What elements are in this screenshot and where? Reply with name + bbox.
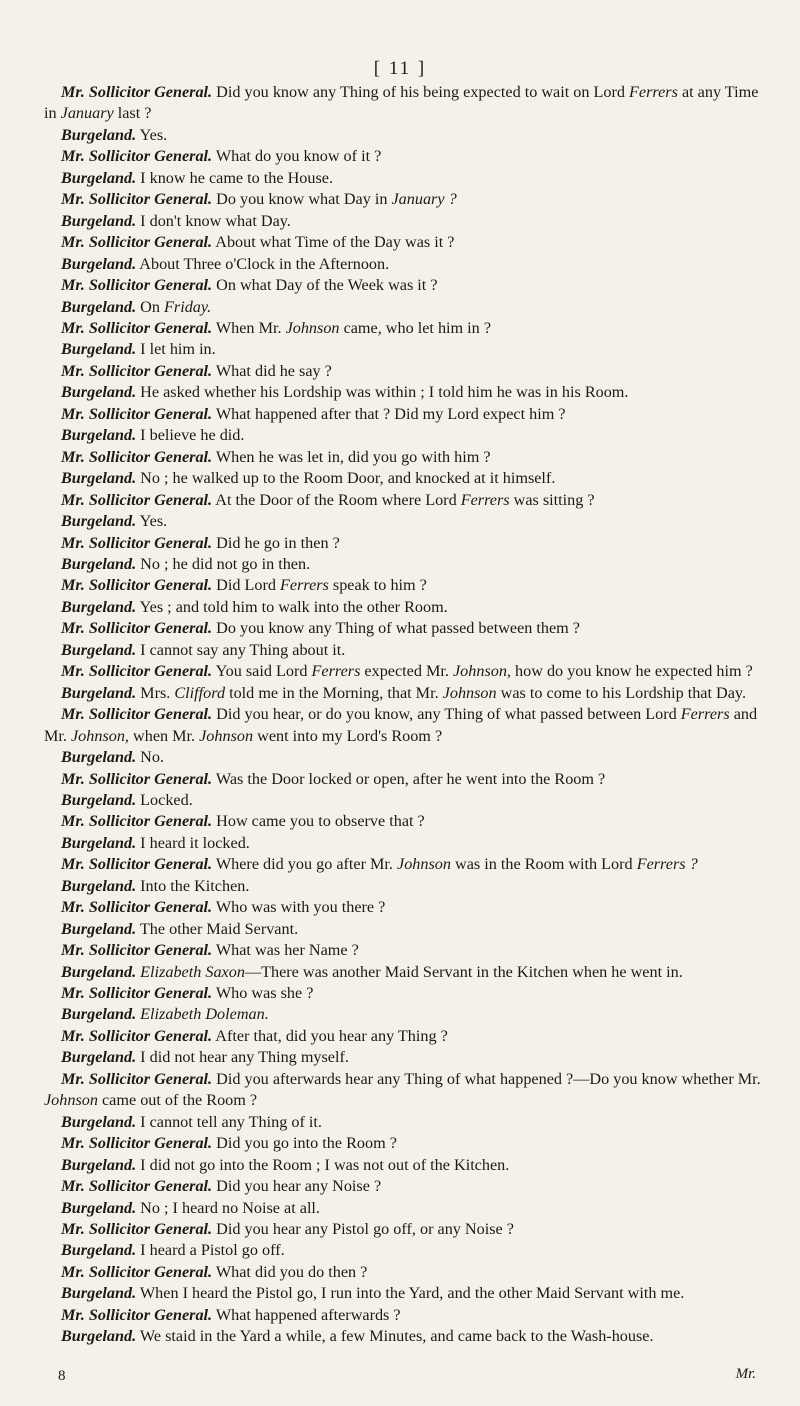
- line-text: When I heard the Pistol go, I run into the Yard, and the other Maid Servant with me.: [139, 1284, 685, 1303]
- testimony-dialogue: [44, 82, 764, 1348]
- line-text: when Mr.: [128, 726, 200, 745]
- speaker-sollicitor-general: Mr. Sollicitor General.: [61, 1026, 213, 1045]
- line-text: told me in the Morning, that Mr.: [225, 683, 443, 702]
- speaker-burgeland: Burgeland.: [61, 383, 137, 402]
- speaker-sollicitor-general: Mr. Sollicitor General.: [61, 1262, 213, 1281]
- dialogue-line: [44, 254, 764, 275]
- dialogue-line: [44, 297, 764, 318]
- speaker-sollicitor-general: Mr. Sollicitor General.: [61, 147, 213, 166]
- dialogue-line: [44, 833, 764, 854]
- line-text: Did he go in then ?: [216, 533, 340, 552]
- line-text: last ?: [113, 104, 152, 123]
- speaker-sollicitor-general: Mr. Sollicitor General.: [61, 404, 213, 423]
- speaker-sollicitor-general: Mr. Sollicitor General.: [61, 233, 213, 252]
- speaker-burgeland: Burgeland.: [61, 1155, 137, 1174]
- italic-name: Johnson: [397, 855, 451, 874]
- line-text: What did you do then ?: [215, 1262, 368, 1281]
- speaker-burgeland: Burgeland.: [61, 876, 137, 895]
- dialogue-line: [44, 189, 764, 210]
- line-text: No.: [140, 748, 165, 767]
- dialogue-line: [44, 511, 764, 532]
- dialogue-line: [44, 1198, 764, 1219]
- speaker-burgeland: Burgeland.: [61, 168, 137, 187]
- speaker-burgeland: Burgeland.: [61, 640, 137, 659]
- dialogue-line: [44, 339, 764, 360]
- line-text: expected Mr.: [360, 662, 453, 681]
- line-text: What happened afterwards ?: [215, 1305, 401, 1324]
- dialogue-line: [44, 704, 764, 747]
- speaker-sollicitor-general: Mr. Sollicitor General.: [61, 984, 213, 1003]
- line-text: I cannot say any Thing about it.: [140, 640, 346, 659]
- line-text: Did you afterwards hear any Thing of what happened ?—Do you know whether Mr.: [216, 1069, 761, 1088]
- line-text: I did not go into the Room ; I was not out of the Kitchen.: [140, 1155, 510, 1174]
- dialogue-line: [44, 490, 764, 511]
- speaker-sollicitor-general: Mr. Sollicitor General.: [61, 769, 213, 788]
- dialogue-line: [44, 661, 764, 682]
- line-text: No ; he walked up to the Room Door, and knocked at it himself.: [140, 469, 556, 488]
- italic-name: Ferrers: [680, 705, 730, 724]
- dialogue-line: [44, 1219, 764, 1240]
- dialogue-line: [44, 983, 764, 1004]
- speaker-sollicitor-general: Mr. Sollicitor General.: [61, 1069, 213, 1088]
- line-text: On what Day of the Week was it ?: [216, 276, 438, 295]
- speaker-sollicitor-general: Mr. Sollicitor General.: [61, 361, 213, 380]
- line-text: At the Door of the Room where Lord: [215, 490, 461, 509]
- speaker-burgeland: Burgeland.: [61, 1327, 137, 1346]
- line-text: Did you hear any Noise ?: [216, 1177, 382, 1196]
- italic-name: Johnson: [44, 1091, 98, 1110]
- dialogue-line: [44, 1133, 764, 1154]
- dialogue-line: [44, 640, 764, 661]
- dialogue-line: [44, 790, 764, 811]
- line-text: Was the Door locked or open, after he went into the Room ?: [215, 769, 606, 788]
- dialogue-line: [44, 447, 764, 468]
- speaker-sollicitor-general: Mr. Sollicitor General.: [61, 190, 213, 209]
- italic-name: Elizabeth Doleman.: [140, 1005, 269, 1024]
- speaker-burgeland: Burgeland.: [61, 426, 137, 445]
- dialogue-line: [44, 897, 764, 918]
- dialogue-line: [44, 125, 764, 146]
- speaker-sollicitor-general: Mr. Sollicitor General.: [61, 619, 213, 638]
- speaker-burgeland: Burgeland.: [61, 833, 137, 852]
- line-text: Do you know what Day in: [216, 190, 392, 209]
- dialogue-line: [44, 1326, 764, 1347]
- italic-name: Ferrers: [460, 490, 510, 509]
- italic-name: Johnson,: [452, 662, 511, 681]
- dialogue-line: [44, 575, 764, 596]
- speaker-burgeland: Burgeland.: [61, 790, 137, 809]
- line-text: You said Lord: [215, 662, 312, 681]
- dialogue-line: [44, 404, 764, 425]
- signature-mark: 8: [58, 1368, 66, 1384]
- line-text: After that, did you hear any Thing ?: [215, 1026, 448, 1045]
- line-text: Did you hear any Pistol go off, or any Noise ?: [216, 1220, 514, 1239]
- speaker-sollicitor-general: Mr. Sollicitor General.: [61, 1305, 213, 1324]
- italic-name: Elizabeth Saxon: [140, 962, 245, 981]
- line-text: The other Maid Servant.: [139, 919, 299, 938]
- dialogue-line: [44, 854, 764, 875]
- italic-name: Johnson: [285, 318, 340, 337]
- line-text: What do you know of it ?: [215, 147, 382, 166]
- italic-name: Ferrers: [280, 576, 329, 595]
- speaker-sollicitor-general: Mr. Sollicitor General.: [61, 1177, 213, 1196]
- line-text: was in the Room with Lord: [450, 855, 637, 874]
- dialogue-line: [44, 597, 764, 618]
- line-text: What was her Name ?: [215, 941, 359, 960]
- speaker-sollicitor-general: Mr. Sollicitor General.: [61, 276, 213, 295]
- dialogue-line: [44, 683, 764, 704]
- dialogue-line: [44, 232, 764, 253]
- speaker-burgeland: Burgeland.: [61, 962, 137, 981]
- speaker-sollicitor-general: Mr. Sollicitor General.: [61, 318, 213, 337]
- speaker-sollicitor-general: Mr. Sollicitor General.: [61, 576, 213, 595]
- dialogue-line: [44, 1240, 764, 1261]
- speaker-sollicitor-general: Mr. Sollicitor General.: [61, 855, 213, 874]
- line-text: at any Time in: [44, 83, 759, 123]
- line-text: Did you hear, or do you know, any Thing of what passed between Lord: [216, 705, 681, 724]
- line-text: Did you go into the Room ?: [216, 1134, 397, 1153]
- line-text: came, who let him in ?: [339, 318, 492, 337]
- speaker-sollicitor-general: Mr. Sollicitor General.: [61, 533, 213, 552]
- speaker-burgeland: Burgeland.: [61, 554, 137, 573]
- speaker-sollicitor-general: Mr. Sollicitor General.: [61, 83, 213, 101]
- line-text: Yes.: [139, 125, 168, 144]
- speaker-sollicitor-general: Mr. Sollicitor General.: [61, 898, 213, 917]
- line-text: I heard it locked.: [140, 833, 250, 852]
- speaker-sollicitor-general: Mr. Sollicitor General.: [61, 447, 213, 466]
- speaker-sollicitor-general: Mr. Sollicitor General.: [61, 1220, 213, 1239]
- dialogue-line: [44, 275, 764, 296]
- line-text: came out of the Room ?: [97, 1091, 258, 1110]
- italic-name: Johnson: [199, 726, 254, 745]
- speaker-burgeland: Burgeland.: [61, 512, 137, 531]
- line-text: Where did you go after Mr.: [215, 855, 398, 874]
- speaker-sollicitor-general: Mr. Sollicitor General.: [61, 705, 213, 724]
- page-number: [ 11 ]: [373, 58, 427, 79]
- dialogue-line: [44, 1047, 764, 1068]
- dialogue-line: [44, 1155, 764, 1176]
- line-text: No ; I heard no Noise at all.: [140, 1198, 320, 1217]
- line-text: speak to him ?: [328, 576, 427, 595]
- italic-name: Ferrers: [311, 662, 361, 681]
- speaker-burgeland: Burgeland.: [61, 597, 137, 616]
- dialogue-line: [44, 919, 764, 940]
- line-text: was to come to his Lordship that Day.: [496, 683, 746, 702]
- speaker-burgeland: Burgeland.: [61, 1241, 137, 1260]
- dialogue-line: [44, 747, 764, 768]
- dialogue-line: [44, 318, 764, 339]
- dialogue-line: [44, 962, 764, 983]
- speaker-sollicitor-general: Mr. Sollicitor General.: [61, 1134, 213, 1153]
- line-text: —There was another Maid Servant in the Kitchen when he went in.: [244, 962, 683, 981]
- speaker-sollicitor-general: Mr. Sollicitor General.: [61, 941, 213, 960]
- dialogue-line: [44, 1004, 764, 1025]
- italic-name: January: [60, 104, 114, 123]
- speaker-burgeland: Burgeland.: [61, 1005, 137, 1024]
- speaker-sollicitor-general: Mr. Sollicitor General.: [61, 812, 213, 831]
- dialogue-line: [44, 618, 764, 639]
- dialogue-line: [44, 1026, 764, 1047]
- line-text: was sitting ?: [509, 490, 595, 509]
- speaker-burgeland: Burgeland.: [61, 919, 137, 938]
- line-text: I heard a Pistol go off.: [140, 1241, 285, 1260]
- speaker-burgeland: Burgeland.: [61, 254, 137, 273]
- line-text: Do you know any Thing of what passed between them ?: [216, 619, 580, 638]
- line-text: I did not hear any Thing myself.: [140, 1048, 349, 1067]
- speaker-burgeland: Burgeland.: [61, 1112, 137, 1131]
- speaker-burgeland: Burgeland.: [61, 297, 137, 316]
- dialogue-line: [44, 361, 764, 382]
- line-text: Did Lord: [216, 576, 280, 595]
- line-text: On: [140, 297, 165, 316]
- speaker-burgeland: Burgeland.: [61, 1048, 137, 1067]
- italic-name: Friday.: [164, 297, 212, 316]
- line-text: What happened after that ? Did my Lord expect him ?: [215, 404, 566, 423]
- dialogue-line: [44, 769, 764, 790]
- speaker-burgeland: Burgeland.: [61, 125, 137, 144]
- line-text: How came you to observe that ?: [216, 812, 425, 831]
- line-text: I know he came to the House.: [140, 168, 334, 187]
- speaker-sollicitor-general: Mr. Sollicitor General.: [61, 490, 213, 509]
- line-text: Into the Kitchen.: [140, 876, 250, 895]
- line-text: Who was with you there ?: [215, 898, 386, 917]
- dialogue-line: [44, 468, 764, 489]
- italic-name: Ferrers: [629, 83, 678, 101]
- dialogue-line: [44, 554, 764, 575]
- dialogue-line: [44, 1262, 764, 1283]
- dialogue-line: [44, 1112, 764, 1133]
- speaker-burgeland: Burgeland.: [61, 211, 137, 230]
- line-text: About what Time of the Day was it ?: [215, 233, 455, 252]
- line-text: Locked.: [140, 790, 193, 809]
- line-text: I don't know what Day.: [140, 211, 291, 230]
- line-text: When Mr.: [215, 318, 286, 337]
- line-text: What did he say ?: [215, 361, 332, 380]
- line-text: I let him in.: [140, 340, 216, 359]
- speaker-burgeland: Burgeland.: [61, 1198, 137, 1217]
- dialogue-line: [44, 876, 764, 897]
- dialogue-line: [44, 425, 764, 446]
- line-text: Yes.: [139, 512, 168, 531]
- dialogue-line: [44, 1283, 764, 1304]
- italic-name: Ferrers ?: [636, 855, 698, 874]
- dialogue-line: [44, 1069, 764, 1112]
- dialogue-line: [44, 82, 764, 125]
- italic-name: January ?: [391, 190, 457, 209]
- dialogue-line: [44, 168, 764, 189]
- line-text: He asked whether his Lordship was within ; I told him he was in his Room.: [140, 383, 629, 402]
- line-text: Who was she ?: [215, 984, 314, 1003]
- dialogue-line: [44, 146, 764, 167]
- line-text: About Three o'Clock in the Afternoon.: [139, 254, 390, 273]
- line-text: went into my Lord's Room ?: [253, 726, 443, 745]
- dialogue-line: [44, 1305, 764, 1326]
- line-text: No ; he did not go in then.: [140, 554, 311, 573]
- line-text: and Mr.: [44, 705, 758, 745]
- speaker-burgeland: Burgeland.: [61, 1284, 137, 1303]
- dialogue-line: [44, 211, 764, 232]
- speaker-burgeland: Burgeland.: [61, 683, 137, 702]
- dialogue-line: [44, 811, 764, 832]
- line-text: I cannot tell any Thing of it.: [140, 1112, 322, 1131]
- dialogue-line: [44, 1176, 764, 1197]
- line-text: how do you know he expected him ?: [510, 662, 753, 681]
- line-text: Mrs.: [140, 683, 175, 702]
- speaker-burgeland: Burgeland.: [61, 469, 137, 488]
- line-text: I believe he did.: [140, 426, 245, 445]
- line-text: We staid in the Yard a while, a few Minutes, and came back to the Wash-house.: [139, 1327, 654, 1346]
- dialogue-line: [44, 533, 764, 554]
- italic-name: Clifford: [174, 683, 226, 702]
- speaker-burgeland: Burgeland.: [61, 748, 137, 767]
- line-text: When he was let in, did you go with him ?: [215, 447, 491, 466]
- dialogue-line: [44, 382, 764, 403]
- italic-name: Johnson: [442, 683, 497, 702]
- italic-name: Johnson,: [70, 726, 129, 745]
- speaker-burgeland: Burgeland.: [61, 340, 137, 359]
- speaker-sollicitor-general: Mr. Sollicitor General.: [61, 662, 213, 681]
- catchword: Mr.: [735, 1366, 756, 1382]
- dialogue-line: [44, 940, 764, 961]
- line-text: Yes ; and told him to walk into the other Room.: [139, 597, 448, 616]
- line-text: Did you know any Thing of his being expected to wait on Lord: [216, 83, 630, 101]
